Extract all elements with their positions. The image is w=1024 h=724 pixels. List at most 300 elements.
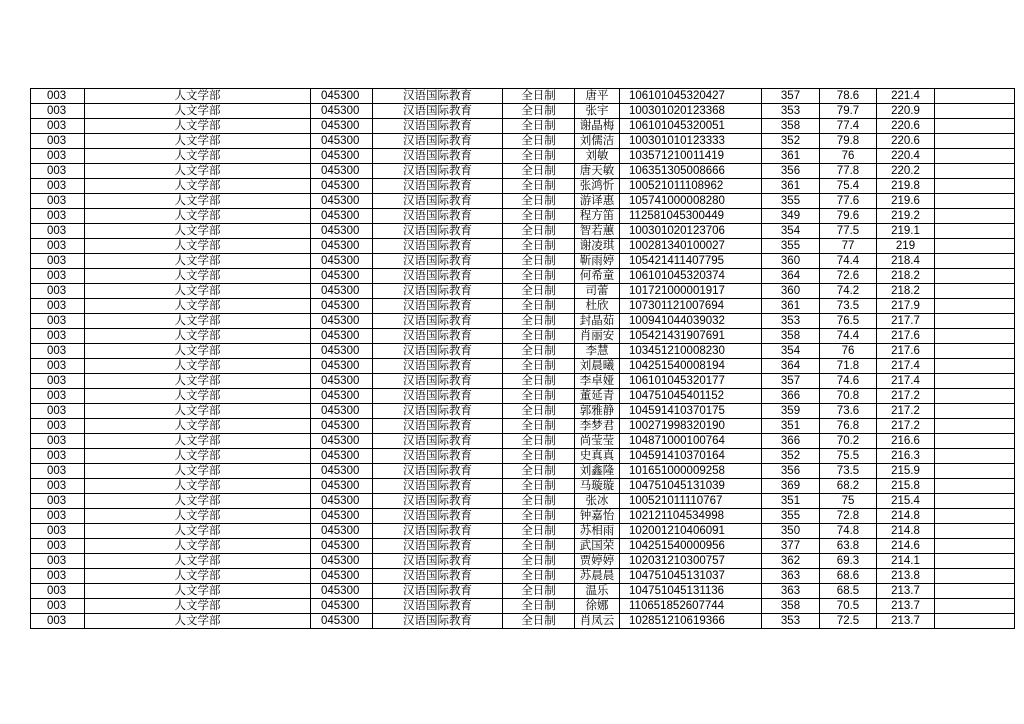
remark-cell xyxy=(935,194,1015,209)
major-code-cell: 045300 xyxy=(311,224,373,239)
remark-cell xyxy=(935,479,1015,494)
total-score-cell: 214.8 xyxy=(877,524,935,539)
remark-cell xyxy=(935,119,1015,134)
college-code-cell: 003 xyxy=(31,419,85,434)
total-score-cell: 217.2 xyxy=(877,389,935,404)
retest-score-cell: 70.2 xyxy=(820,434,877,449)
major-name-cell: 汉语国际教育 xyxy=(373,224,503,239)
study-mode-cell: 全日制 xyxy=(503,194,575,209)
study-mode-cell: 全日制 xyxy=(503,239,575,254)
initial-score-cell: 359 xyxy=(762,404,820,419)
student-name-cell: 唐平 xyxy=(575,89,620,104)
study-mode-cell: 全日制 xyxy=(503,539,575,554)
college-name-cell: 人文学部 xyxy=(85,464,311,479)
retest-score-cell: 77 xyxy=(820,239,877,254)
college-code-cell: 003 xyxy=(31,434,85,449)
college-code-cell: 003 xyxy=(31,209,85,224)
student-name-cell: 尚莹莹 xyxy=(575,434,620,449)
retest-score-cell: 79.6 xyxy=(820,209,877,224)
retest-score-cell: 73.5 xyxy=(820,464,877,479)
major-code-cell: 045300 xyxy=(311,104,373,119)
remark-cell xyxy=(935,164,1015,179)
table-row xyxy=(31,134,1015,149)
retest-score-cell: 63.8 xyxy=(820,539,877,554)
college-code-cell: 003 xyxy=(31,299,85,314)
major-name-cell: 汉语国际教育 xyxy=(373,524,503,539)
remark-cell xyxy=(935,389,1015,404)
table-row xyxy=(31,569,1015,584)
major-name-cell: 汉语国际教育 xyxy=(373,359,503,374)
total-score-cell: 218.2 xyxy=(877,269,935,284)
major-code-cell: 045300 xyxy=(311,524,373,539)
table-row xyxy=(31,314,1015,329)
college-code-cell: 003 xyxy=(31,479,85,494)
major-code-cell: 045300 xyxy=(311,374,373,389)
total-score-cell: 217.6 xyxy=(877,329,935,344)
total-score-cell: 220.6 xyxy=(877,134,935,149)
remark-cell xyxy=(935,524,1015,539)
major-name-cell: 汉语国际教育 xyxy=(373,389,503,404)
student-name-cell: 谢晶梅 xyxy=(575,119,620,134)
retest-score-cell: 73.6 xyxy=(820,404,877,419)
major-code-cell: 045300 xyxy=(311,269,373,284)
college-code-cell: 003 xyxy=(31,329,85,344)
initial-score-cell: 352 xyxy=(762,134,820,149)
initial-score-cell: 353 xyxy=(762,314,820,329)
college-code-cell: 003 xyxy=(31,89,85,104)
student-name-cell: 李慧 xyxy=(575,344,620,359)
study-mode-cell: 全日制 xyxy=(503,284,575,299)
college-name-cell: 人文学部 xyxy=(85,224,311,239)
retest-score-cell: 79.8 xyxy=(820,134,877,149)
study-mode-cell: 全日制 xyxy=(503,224,575,239)
retest-score-cell: 75.4 xyxy=(820,179,877,194)
major-name-cell: 汉语国际教育 xyxy=(373,479,503,494)
candidate-id-cell: 104751045131037 xyxy=(620,569,762,584)
major-name-cell: 汉语国际教育 xyxy=(373,464,503,479)
study-mode-cell: 全日制 xyxy=(503,464,575,479)
study-mode-cell: 全日制 xyxy=(503,494,575,509)
major-name-cell: 汉语国际教育 xyxy=(373,614,503,629)
student-name-cell: 肖丽安 xyxy=(575,329,620,344)
student-name-cell: 靳雨婷 xyxy=(575,254,620,269)
candidate-id-cell: 104251540000956 xyxy=(620,539,762,554)
remark-cell xyxy=(935,599,1015,614)
college-name-cell: 人文学部 xyxy=(85,314,311,329)
total-score-cell: 217.9 xyxy=(877,299,935,314)
study-mode-cell: 全日制 xyxy=(503,344,575,359)
college-name-cell: 人文学部 xyxy=(85,284,311,299)
major-name-cell: 汉语国际教育 xyxy=(373,299,503,314)
major-name-cell: 汉语国际教育 xyxy=(373,599,503,614)
study-mode-cell: 全日制 xyxy=(503,149,575,164)
study-mode-cell: 全日制 xyxy=(503,554,575,569)
study-mode-cell: 全日制 xyxy=(503,599,575,614)
college-code-cell: 003 xyxy=(31,374,85,389)
study-mode-cell: 全日制 xyxy=(503,524,575,539)
initial-score-cell: 362 xyxy=(762,554,820,569)
initial-score-cell: 354 xyxy=(762,224,820,239)
retest-score-cell: 68.6 xyxy=(820,569,877,584)
initial-score-cell: 364 xyxy=(762,269,820,284)
major-code-cell: 045300 xyxy=(311,239,373,254)
table-row xyxy=(31,464,1015,479)
major-code-cell: 045300 xyxy=(311,314,373,329)
college-name-cell: 人文学部 xyxy=(85,569,311,584)
major-name-cell: 汉语国际教育 xyxy=(373,179,503,194)
total-score-cell: 220.9 xyxy=(877,104,935,119)
candidate-id-cell: 100281340100027 xyxy=(620,239,762,254)
table-row xyxy=(31,599,1015,614)
major-name-cell: 汉语国际教育 xyxy=(373,239,503,254)
major-code-cell: 045300 xyxy=(311,464,373,479)
candidate-id-cell: 107301121007694 xyxy=(620,299,762,314)
table-row xyxy=(31,194,1015,209)
total-score-cell: 216.6 xyxy=(877,434,935,449)
remark-cell xyxy=(935,269,1015,284)
college-name-cell: 人文学部 xyxy=(85,449,311,464)
student-name-cell: 李卓娅 xyxy=(575,374,620,389)
total-score-cell: 219.8 xyxy=(877,179,935,194)
candidate-id-cell: 106351305008666 xyxy=(620,164,762,179)
student-name-cell: 苏晨晨 xyxy=(575,569,620,584)
college-name-cell: 人文学部 xyxy=(85,479,311,494)
table-body xyxy=(31,89,1015,629)
college-code-cell: 003 xyxy=(31,449,85,464)
total-score-cell: 217.2 xyxy=(877,419,935,434)
major-name-cell: 汉语国际教育 xyxy=(373,539,503,554)
college-code-cell: 003 xyxy=(31,614,85,629)
candidate-id-cell: 103451210008230 xyxy=(620,344,762,359)
college-name-cell: 人文学部 xyxy=(85,89,311,104)
college-code-cell: 003 xyxy=(31,554,85,569)
initial-score-cell: 363 xyxy=(762,569,820,584)
major-name-cell: 汉语国际教育 xyxy=(373,449,503,464)
college-name-cell: 人文学部 xyxy=(85,239,311,254)
study-mode-cell: 全日制 xyxy=(503,119,575,134)
table-row xyxy=(31,224,1015,239)
major-name-cell: 汉语国际教育 xyxy=(373,149,503,164)
major-code-cell: 045300 xyxy=(311,419,373,434)
student-name-cell: 董延青 xyxy=(575,389,620,404)
retest-score-cell: 77.8 xyxy=(820,164,877,179)
candidate-id-cell: 101651000009258 xyxy=(620,464,762,479)
table-row xyxy=(31,524,1015,539)
remark-cell xyxy=(935,404,1015,419)
candidate-id-cell: 106101045320177 xyxy=(620,374,762,389)
student-name-cell: 温乐 xyxy=(575,584,620,599)
major-name-cell: 汉语国际教育 xyxy=(373,164,503,179)
study-mode-cell: 全日制 xyxy=(503,389,575,404)
retest-score-cell: 71.8 xyxy=(820,359,877,374)
college-code-cell: 003 xyxy=(31,539,85,554)
candidate-id-cell: 104871000100764 xyxy=(620,434,762,449)
total-score-cell: 217.6 xyxy=(877,344,935,359)
major-code-cell: 045300 xyxy=(311,599,373,614)
major-name-cell: 汉语国际教育 xyxy=(373,569,503,584)
retest-score-cell: 70.5 xyxy=(820,599,877,614)
remark-cell xyxy=(935,89,1015,104)
remark-cell xyxy=(935,359,1015,374)
initial-score-cell: 357 xyxy=(762,374,820,389)
retest-score-cell: 73.5 xyxy=(820,299,877,314)
total-score-cell: 221.4 xyxy=(877,89,935,104)
retest-score-cell: 75 xyxy=(820,494,877,509)
candidate-id-cell: 105421411407795 xyxy=(620,254,762,269)
student-name-cell: 肖凤云 xyxy=(575,614,620,629)
candidate-id-cell: 102851210619366 xyxy=(620,614,762,629)
major-code-cell: 045300 xyxy=(311,89,373,104)
remark-cell xyxy=(935,554,1015,569)
college-code-cell: 003 xyxy=(31,404,85,419)
candidate-id-cell: 100271998320190 xyxy=(620,419,762,434)
major-code-cell: 045300 xyxy=(311,494,373,509)
college-code-cell: 003 xyxy=(31,224,85,239)
candidate-id-cell: 102031210300757 xyxy=(620,554,762,569)
candidate-id-cell: 103571210011419 xyxy=(620,149,762,164)
college-code-cell: 003 xyxy=(31,119,85,134)
college-name-cell: 人文学部 xyxy=(85,194,311,209)
major-name-cell: 汉语国际教育 xyxy=(373,209,503,224)
study-mode-cell: 全日制 xyxy=(503,614,575,629)
table-row xyxy=(31,239,1015,254)
college-name-cell: 人文学部 xyxy=(85,374,311,389)
retest-score-cell: 76.5 xyxy=(820,314,877,329)
initial-score-cell: 363 xyxy=(762,584,820,599)
student-name-cell: 游译惠 xyxy=(575,194,620,209)
study-mode-cell: 全日制 xyxy=(503,314,575,329)
college-name-cell: 人文学部 xyxy=(85,209,311,224)
college-name-cell: 人文学部 xyxy=(85,404,311,419)
study-mode-cell: 全日制 xyxy=(503,299,575,314)
remark-cell xyxy=(935,539,1015,554)
retest-score-cell: 76.8 xyxy=(820,419,877,434)
candidate-id-cell: 102121104534998 xyxy=(620,509,762,524)
total-score-cell: 213.7 xyxy=(877,584,935,599)
study-mode-cell: 全日制 xyxy=(503,479,575,494)
major-code-cell: 045300 xyxy=(311,449,373,464)
table-row xyxy=(31,509,1015,524)
student-name-cell: 苏相雨 xyxy=(575,524,620,539)
college-code-cell: 003 xyxy=(31,599,85,614)
initial-score-cell: 351 xyxy=(762,494,820,509)
retest-score-cell: 68.2 xyxy=(820,479,877,494)
major-name-cell: 汉语国际教育 xyxy=(373,119,503,134)
initial-score-cell: 349 xyxy=(762,209,820,224)
remark-cell xyxy=(935,494,1015,509)
major-code-cell: 045300 xyxy=(311,179,373,194)
retest-score-cell: 74.4 xyxy=(820,329,877,344)
candidate-id-cell: 106101045320051 xyxy=(620,119,762,134)
total-score-cell: 220.4 xyxy=(877,149,935,164)
initial-score-cell: 351 xyxy=(762,419,820,434)
student-name-cell: 谢凌琪 xyxy=(575,239,620,254)
retest-score-cell: 74.4 xyxy=(820,254,877,269)
college-code-cell: 003 xyxy=(31,179,85,194)
student-name-cell: 郭雅静 xyxy=(575,404,620,419)
major-code-cell: 045300 xyxy=(311,149,373,164)
college-code-cell: 003 xyxy=(31,239,85,254)
initial-score-cell: 354 xyxy=(762,344,820,359)
study-mode-cell: 全日制 xyxy=(503,89,575,104)
major-code-cell: 045300 xyxy=(311,329,373,344)
college-code-cell: 003 xyxy=(31,269,85,284)
initial-score-cell: 358 xyxy=(762,329,820,344)
college-name-cell: 人文学部 xyxy=(85,359,311,374)
total-score-cell: 219.1 xyxy=(877,224,935,239)
remark-cell xyxy=(935,104,1015,119)
study-mode-cell: 全日制 xyxy=(503,434,575,449)
candidate-id-cell: 105421431907691 xyxy=(620,329,762,344)
remark-cell xyxy=(935,614,1015,629)
major-code-cell: 045300 xyxy=(311,359,373,374)
major-name-cell: 汉语国际教育 xyxy=(373,194,503,209)
retest-score-cell: 72.6 xyxy=(820,269,877,284)
remark-cell xyxy=(935,584,1015,599)
initial-score-cell: 358 xyxy=(762,119,820,134)
study-mode-cell: 全日制 xyxy=(503,359,575,374)
study-mode-cell: 全日制 xyxy=(503,269,575,284)
initial-score-cell: 355 xyxy=(762,509,820,524)
candidate-id-cell: 100301010123333 xyxy=(620,134,762,149)
retest-score-cell: 72.5 xyxy=(820,614,877,629)
college-code-cell: 003 xyxy=(31,134,85,149)
candidate-id-cell: 112581045300449 xyxy=(620,209,762,224)
remark-cell xyxy=(935,179,1015,194)
major-name-cell: 汉语国际教育 xyxy=(373,134,503,149)
student-name-cell: 唐天敏 xyxy=(575,164,620,179)
total-score-cell: 217.2 xyxy=(877,404,935,419)
candidate-id-cell: 104751045401152 xyxy=(620,389,762,404)
college-name-cell: 人文学部 xyxy=(85,614,311,629)
remark-cell xyxy=(935,509,1015,524)
major-code-cell: 045300 xyxy=(311,299,373,314)
table-row xyxy=(31,284,1015,299)
remark-cell xyxy=(935,209,1015,224)
total-score-cell: 215.8 xyxy=(877,479,935,494)
major-name-cell: 汉语国际教育 xyxy=(373,374,503,389)
major-name-cell: 汉语国际教育 xyxy=(373,419,503,434)
student-name-cell: 智若蕙 xyxy=(575,224,620,239)
candidate-id-cell: 100301020123706 xyxy=(620,224,762,239)
college-code-cell: 003 xyxy=(31,284,85,299)
student-name-cell: 史真真 xyxy=(575,449,620,464)
college-code-cell: 003 xyxy=(31,359,85,374)
college-name-cell: 人文学部 xyxy=(85,134,311,149)
remark-cell xyxy=(935,569,1015,584)
remark-cell xyxy=(935,434,1015,449)
major-name-cell: 汉语国际教育 xyxy=(373,254,503,269)
student-name-cell: 张宇 xyxy=(575,104,620,119)
total-score-cell: 220.2 xyxy=(877,164,935,179)
table-row xyxy=(31,359,1015,374)
retest-score-cell: 75.5 xyxy=(820,449,877,464)
remark-cell xyxy=(935,419,1015,434)
study-mode-cell: 全日制 xyxy=(503,329,575,344)
college-name-cell: 人文学部 xyxy=(85,419,311,434)
remark-cell xyxy=(935,224,1015,239)
initial-score-cell: 355 xyxy=(762,239,820,254)
college-name-cell: 人文学部 xyxy=(85,584,311,599)
college-name-cell: 人文学部 xyxy=(85,539,311,554)
initial-score-cell: 355 xyxy=(762,194,820,209)
major-code-cell: 045300 xyxy=(311,284,373,299)
retest-score-cell: 74.6 xyxy=(820,374,877,389)
major-code-cell: 045300 xyxy=(311,134,373,149)
college-code-cell: 003 xyxy=(31,509,85,524)
major-code-cell: 045300 xyxy=(311,254,373,269)
table-row xyxy=(31,149,1015,164)
remark-cell xyxy=(935,254,1015,269)
admission-score-table xyxy=(30,88,1015,629)
study-mode-cell: 全日制 xyxy=(503,449,575,464)
major-name-cell: 汉语国际教育 xyxy=(373,329,503,344)
table-row xyxy=(31,539,1015,554)
table-row xyxy=(31,179,1015,194)
college-code-cell: 003 xyxy=(31,389,85,404)
study-mode-cell: 全日制 xyxy=(503,254,575,269)
major-name-cell: 汉语国际教育 xyxy=(373,554,503,569)
student-name-cell: 钟嘉怡 xyxy=(575,509,620,524)
candidate-id-cell: 106101045320427 xyxy=(620,89,762,104)
major-code-cell: 045300 xyxy=(311,569,373,584)
major-code-cell: 045300 xyxy=(311,389,373,404)
major-code-cell: 045300 xyxy=(311,119,373,134)
college-name-cell: 人文学部 xyxy=(85,179,311,194)
table-row xyxy=(31,374,1015,389)
candidate-id-cell: 100301020123368 xyxy=(620,104,762,119)
initial-score-cell: 364 xyxy=(762,359,820,374)
retest-score-cell: 78.6 xyxy=(820,89,877,104)
college-name-cell: 人文学部 xyxy=(85,329,311,344)
candidate-id-cell: 100521011108962 xyxy=(620,179,762,194)
table-row xyxy=(31,89,1015,104)
initial-score-cell: 353 xyxy=(762,614,820,629)
remark-cell xyxy=(935,299,1015,314)
retest-score-cell: 72.8 xyxy=(820,509,877,524)
student-name-cell: 封晶茹 xyxy=(575,314,620,329)
college-name-cell: 人文学部 xyxy=(85,524,311,539)
major-code-cell: 045300 xyxy=(311,209,373,224)
major-code-cell: 045300 xyxy=(311,194,373,209)
study-mode-cell: 全日制 xyxy=(503,419,575,434)
college-name-cell: 人文学部 xyxy=(85,344,311,359)
remark-cell xyxy=(935,374,1015,389)
college-name-cell: 人文学部 xyxy=(85,554,311,569)
college-code-cell: 003 xyxy=(31,314,85,329)
major-code-cell: 045300 xyxy=(311,164,373,179)
college-code-cell: 003 xyxy=(31,149,85,164)
college-code-cell: 003 xyxy=(31,344,85,359)
major-name-cell: 汉语国际教育 xyxy=(373,104,503,119)
college-name-cell: 人文学部 xyxy=(85,599,311,614)
candidate-id-cell: 106101045320374 xyxy=(620,269,762,284)
student-name-cell: 刘敏 xyxy=(575,149,620,164)
student-name-cell: 贾婷婷 xyxy=(575,554,620,569)
college-code-cell: 003 xyxy=(31,104,85,119)
student-name-cell: 张鸿忻 xyxy=(575,179,620,194)
candidate-id-cell: 104591410370175 xyxy=(620,404,762,419)
major-code-cell: 045300 xyxy=(311,434,373,449)
table-row xyxy=(31,119,1015,134)
retest-score-cell: 76 xyxy=(820,344,877,359)
initial-score-cell: 360 xyxy=(762,254,820,269)
college-name-cell: 人文学部 xyxy=(85,104,311,119)
remark-cell xyxy=(935,329,1015,344)
college-code-cell: 003 xyxy=(31,494,85,509)
major-name-cell: 汉语国际教育 xyxy=(373,89,503,104)
major-code-cell: 045300 xyxy=(311,404,373,419)
